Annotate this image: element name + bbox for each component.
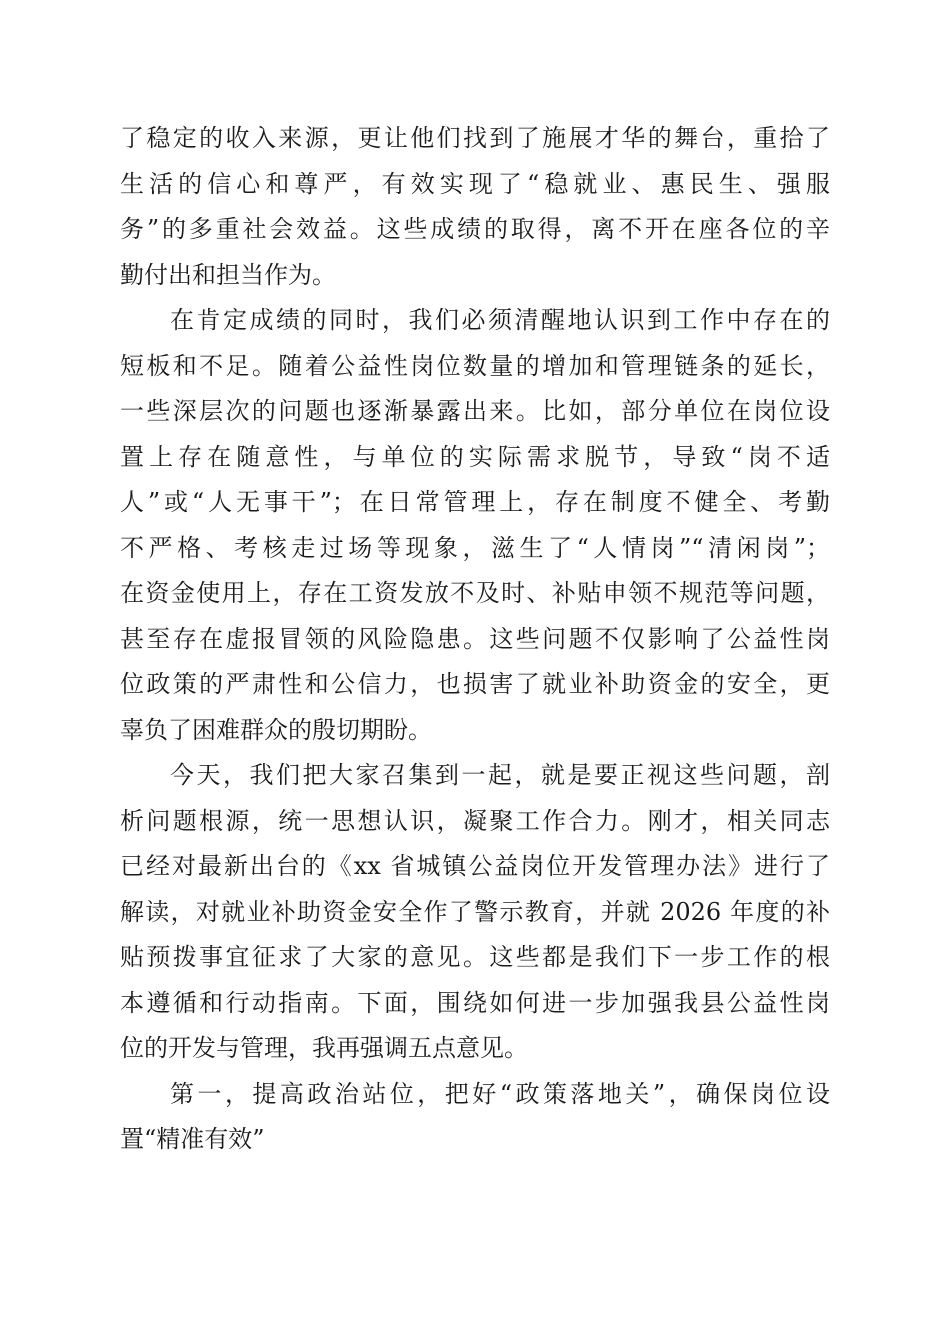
text-line: 辜负了困难群众的殷切期盼。 (120, 715, 432, 744)
text-line: 今天，我们把大家召集到一起，就是要正视这些问题，剖 (170, 761, 830, 789)
section-heading-1 (120, 1072, 830, 1163)
text-line: 勤付出和担当作为。 (120, 260, 336, 289)
document-body (120, 116, 830, 1163)
text-line: 在肯定成绩的同时，我们必须清醒地认识到工作中存在的 (170, 306, 830, 334)
text-line: 短板和不足。随着公益性岗位数量的增加和管理链条的延长， (120, 351, 830, 380)
text-line: 人”或“人无事干”；在日常管理上，存在制度不健全、考勤 (120, 488, 830, 516)
paragraph-1 (120, 116, 830, 298)
heading-line: 第一，提高政治站位，把好“政策落地关”，确保岗位设 (170, 1079, 830, 1108)
text-line: 置上存在随意性，与单位的实际需求脱节，导致“岗不适 (120, 442, 830, 471)
text-line: 务”的多重社会效益。这些成绩的取得，离不开在座各位的辛 (120, 215, 830, 243)
heading-line: 置“精准有效” (120, 1125, 265, 1153)
text-line: 析问题根源，统一思想认识，凝聚工作合力。刚才，相关同志 (120, 806, 830, 835)
paragraph-2 (120, 298, 830, 753)
text-line: 一些深层次的问题也逐渐暴露出来。比如，部分单位在岗位设 (120, 397, 830, 425)
text-line: 位政策的严肃性和公信力，也损害了就业补助资金的安全，更 (120, 670, 830, 698)
paragraph-3 (120, 753, 830, 1072)
text-line: 位的开发与管理，我再强调五点意见。 (120, 1034, 528, 1062)
text-line: 本遵循和行动指南。下面，围绕如何进一步加强我县公益性岗 (120, 988, 830, 1017)
text-line: 生活的信心和尊严，有效实现了“稳就业、惠民生、强服 (120, 169, 830, 198)
text-line: 解读，对就业补助资金安全作了警示教育，并就 2026 年度的补 (120, 897, 830, 926)
text-line: 甚至存在虚报冒领的风险隐患。这些问题不仅影响了公益性岗 (120, 624, 830, 653)
text-line: 了稳定的收入来源，更让他们找到了施展才华的舞台，重拾了 (120, 124, 830, 152)
text-line: 在资金使用上，存在工资发放不及时、补贴申领不规范等问题， (120, 579, 830, 607)
text-line: 贴预拨事宜征求了大家的意见。这些都是我们下一步工作的根 (120, 943, 830, 971)
text-line: 不严格、考核走过场等现象，滋生了“人情岗”“清闲岗”； (120, 533, 830, 562)
text-line: 已经对最新出台的《xx 省城镇公益岗位开发管理办法》进行了 (120, 852, 830, 880)
